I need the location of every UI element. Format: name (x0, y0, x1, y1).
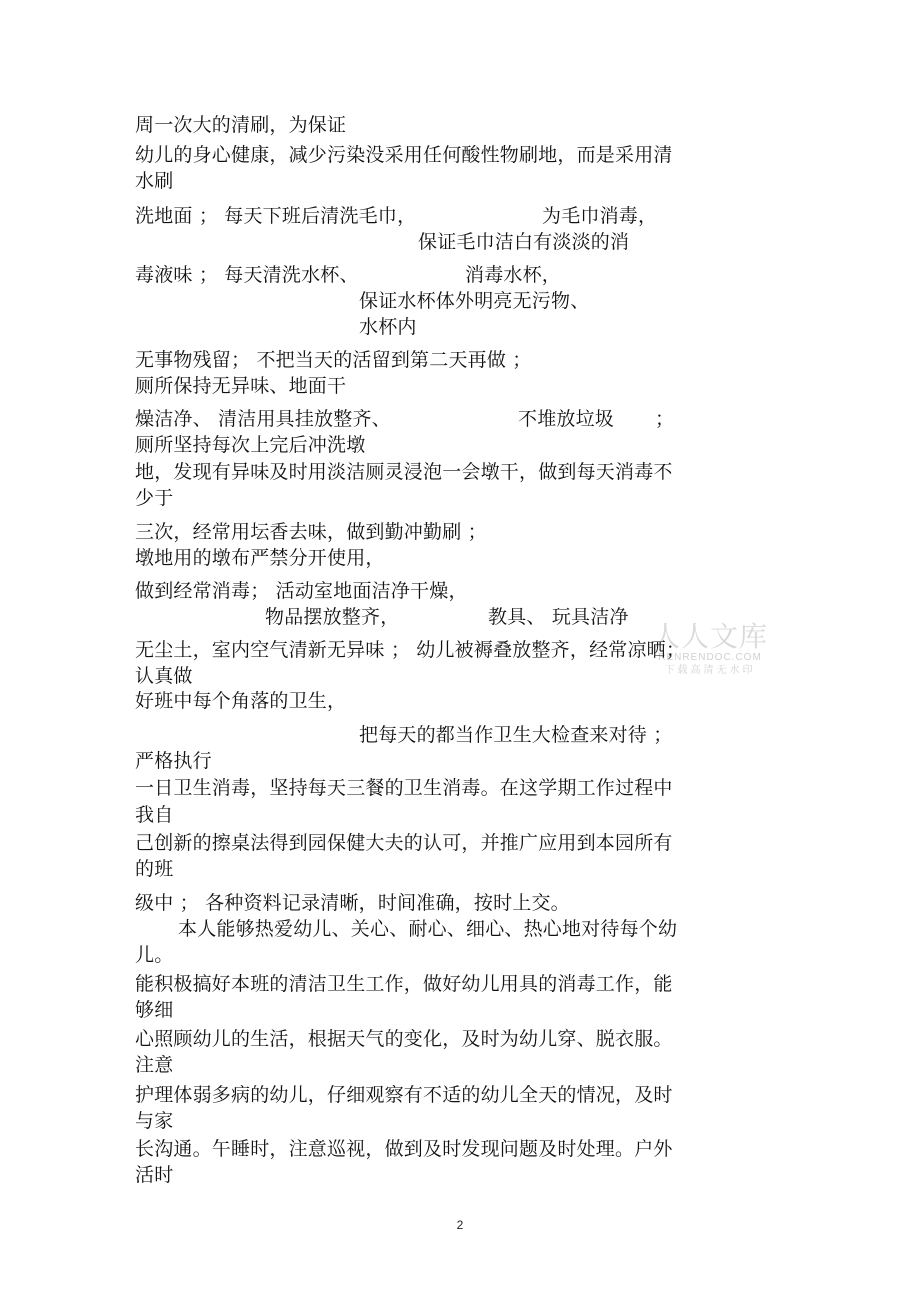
text-line: 级中 ； 各种资料记录清晰，时间准确，按时上交。 (135, 892, 570, 914)
watermark-logo: 人人文库 (651, 620, 768, 653)
page-number: 2 (456, 1218, 464, 1232)
text-line: 物品摆放整齐， (265, 606, 400, 628)
text-line: 护理体弱多病的幼儿，仔细观察有不适的幼儿全天的情况，及时 (135, 1084, 673, 1106)
text-line: 厕所坚持每次上完后冲洗墩 (135, 434, 366, 456)
text-line: 儿。 (135, 944, 174, 966)
text-line: 洗地面 ； 每天下班后清洗毛巾， (135, 205, 417, 227)
text-line: 周一次大的清刷，为保证 (135, 114, 347, 136)
text-line: 认真做 (135, 665, 193, 687)
text-line: 水刷 (135, 170, 174, 192)
text-line: 好班中每个角落的卫生， (135, 690, 347, 712)
text-line: 水杯内 (359, 316, 417, 338)
text-line: 厕所保持无异味、地面干 (135, 375, 347, 397)
watermark-url: RENRENDOC.COM (658, 652, 762, 663)
text-line: 我自 (135, 804, 174, 826)
text-line: 毒液味 ； 每天清洗水杯、 (135, 264, 359, 286)
text-line: 与家 (135, 1110, 174, 1132)
text-line: 一日卫生消毒，坚持每天三餐的卫生消毒。在这学期工作过程中 (135, 777, 673, 799)
text-line: 长沟通。午睡时，注意巡视，做到及时发现问题及时处理。户外 (135, 1138, 673, 1160)
text-line: 本人能够热爱幼儿、关心、耐心、细心、热心地对待每个幼 (178, 918, 678, 940)
text-line: 燥洁净、 清洁用具挂放整齐、 (135, 408, 391, 430)
text-line: 把每天的都当作卫生大检查来对待 ； (359, 724, 673, 746)
text-line: 地，发现有异味及时用淡洁厕灵浸泡一会墩干，做到每天消毒不 (135, 461, 673, 483)
text-line: 幼儿的身心健康，减少污染没采用任何酸性物刷地，而是采用清 (135, 144, 673, 166)
text-line: 能积极搞好本班的清洁卫生工作，做好幼儿用具的消毒工作，能 (135, 973, 673, 995)
text-line: 无事物残留； 不把当天的活留到第二天再做 ； (135, 349, 532, 371)
watermark-tagline: 下载高清无水印 (664, 665, 756, 676)
text-line: 做到经常消毒； 活动室地面洁净干燥， (135, 580, 468, 602)
text-line: ； (655, 408, 675, 430)
text-line: 活时 (135, 1164, 174, 1186)
text-line: 己创新的擦桌法得到园保健大夫的认可，并推广应用到本园所有 (135, 832, 673, 854)
text-line: 的班 (135, 858, 174, 880)
text-line: 无尘土，室内空气清新无异味 ； 幼儿被褥叠放整齐，经常凉晒； (135, 639, 686, 661)
text-line: 心照顾幼儿的生活，根据天气的变化，及时为幼儿穿、脱衣服。 (135, 1028, 673, 1050)
text-line: 保证毛巾洁白有淡淡的消 (418, 231, 630, 253)
text-line: 严格执行 (135, 750, 212, 772)
text-line: 少于 (135, 487, 174, 509)
text-line: 三次，经常用坛香去味，做到勤冲勤刷 ； (135, 521, 487, 543)
text-line: 够细 (135, 999, 174, 1021)
text-line: 墩地用的墩布严禁分开使用， (135, 547, 385, 569)
text-line: 消毒水杯， (465, 264, 562, 286)
text-line: 为毛巾消毒， (542, 205, 658, 227)
text-line: 保证水杯体外明亮无污物、 (359, 290, 590, 312)
text-line: 教具、 玩具洁净 (488, 606, 629, 628)
text-line: 注意 (135, 1054, 174, 1076)
text-line: 不堆放垃圾 (518, 408, 615, 430)
